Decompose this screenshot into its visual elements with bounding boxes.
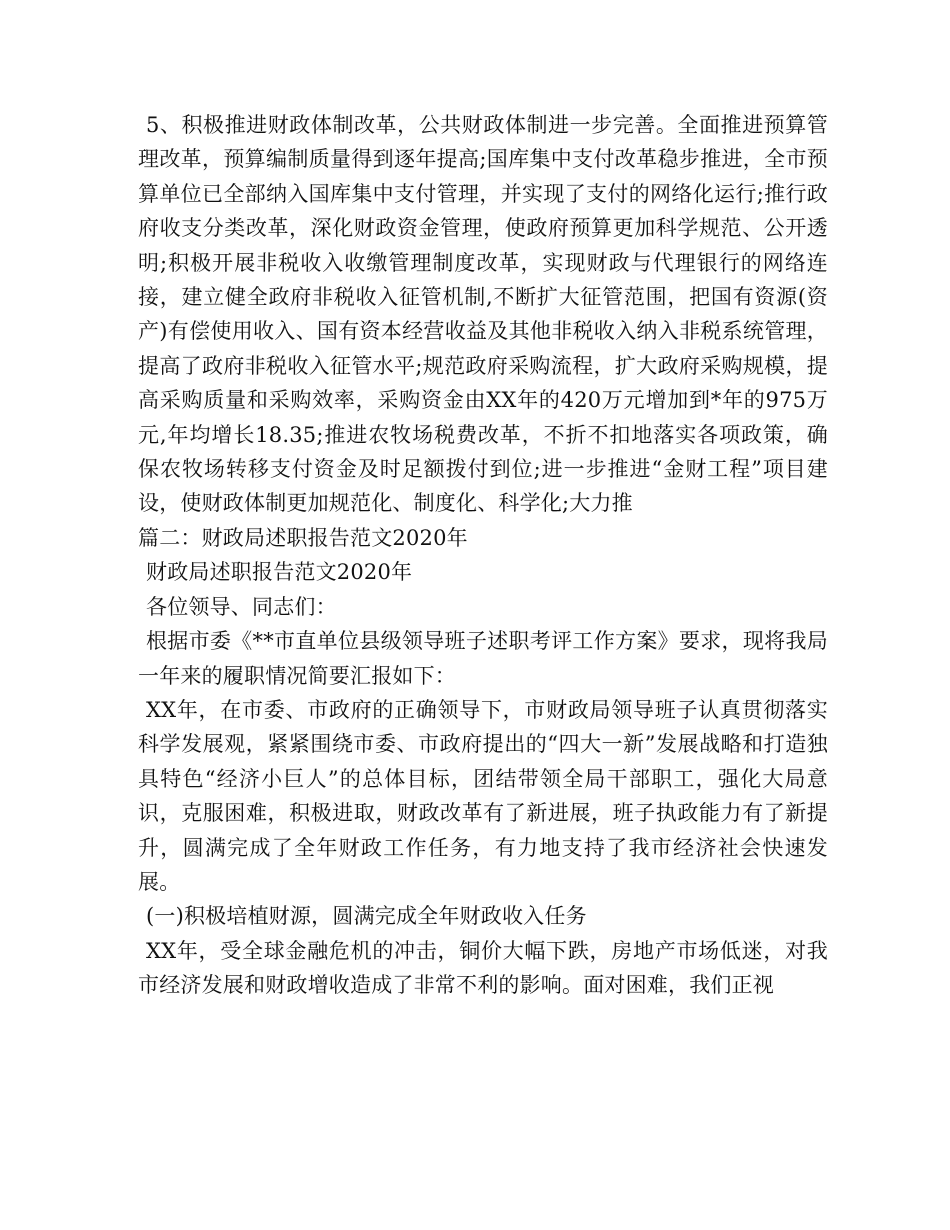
- paragraph-revenue: XX年，受全球金融危机的冲击，铜价大幅下跌，房地产市场低迷，对我市经济发展和财政增收造成了非常不利的影响。面对困难，我们正视: [138, 938, 828, 998]
- paragraph-fiscal-reform: 5、积极推进财政体制改革，公共财政体制进一步完善。全面推进预算管理改革，预算编制质量得到逐年提高;国库集中支付改革稳步推进，全市预算单位已全部纳入国库集中支付管理，并实现了支付的网络化运行;推行政府收支分类改革，深化财政资金管理，使政府预算更加科学规范、公开透明;积极开展非税收入收缴管理制度改革，实现财政与代理银行的网络连接，建立健全政府非税收入征管机制,不断扩大征管范围，把国有资源(资产)有偿使用收入、国有资本经营收益及其他非税收入纳入非税系统管理，提高了政府非税收入征管水平;规范政府采购流程，扩大政府采购规模，提高采购质量和采购效率，采购资金由XX年的420万元增加到*年的975万元,年均增长18.35;推进农牧场税费改革，不折不扣地落实各项政策，确保农牧场转移支付资金及时足额拨付到位;进一步推进“金财工程”项目建设，使财政体制更加规范化、制度化、科学化;大力推: [138, 113, 828, 516]
- report-title: 财政局述职报告范文2020年: [146, 560, 413, 585]
- salutation: 各位领导、同志们：: [146, 594, 337, 619]
- paragraph-intro: 根据市委《**市直单位县级领导班子述职考评工作方案》要求，现将我局一年来的履职情况简要汇报如下：: [138, 629, 828, 688]
- paragraph-overview: XX年，在市委、市政府的正确领导下，市财政局领导班子认真贯彻落实科学发展观，紧紧围绕市委、市政府提出的“四大一新”发展战略和打造独具特色“经济小巨人”的总体目标，团结带领全局干部职工，强化大局意识，克服困难，积极进取，财政改革有了新进展，班子执政能力有了新提升，圆满完成了全年财政工作任务，有力地支持了我市经济社会快速发展。: [138, 697, 828, 894]
- section-heading-part-two: 篇二：财政局述职报告范文2020年: [138, 525, 468, 550]
- document-body: [138, 108, 828, 1003]
- subsection-heading-revenue: (一)积极培植财源，圆满完成全年财政收入任务: [146, 904, 587, 929]
